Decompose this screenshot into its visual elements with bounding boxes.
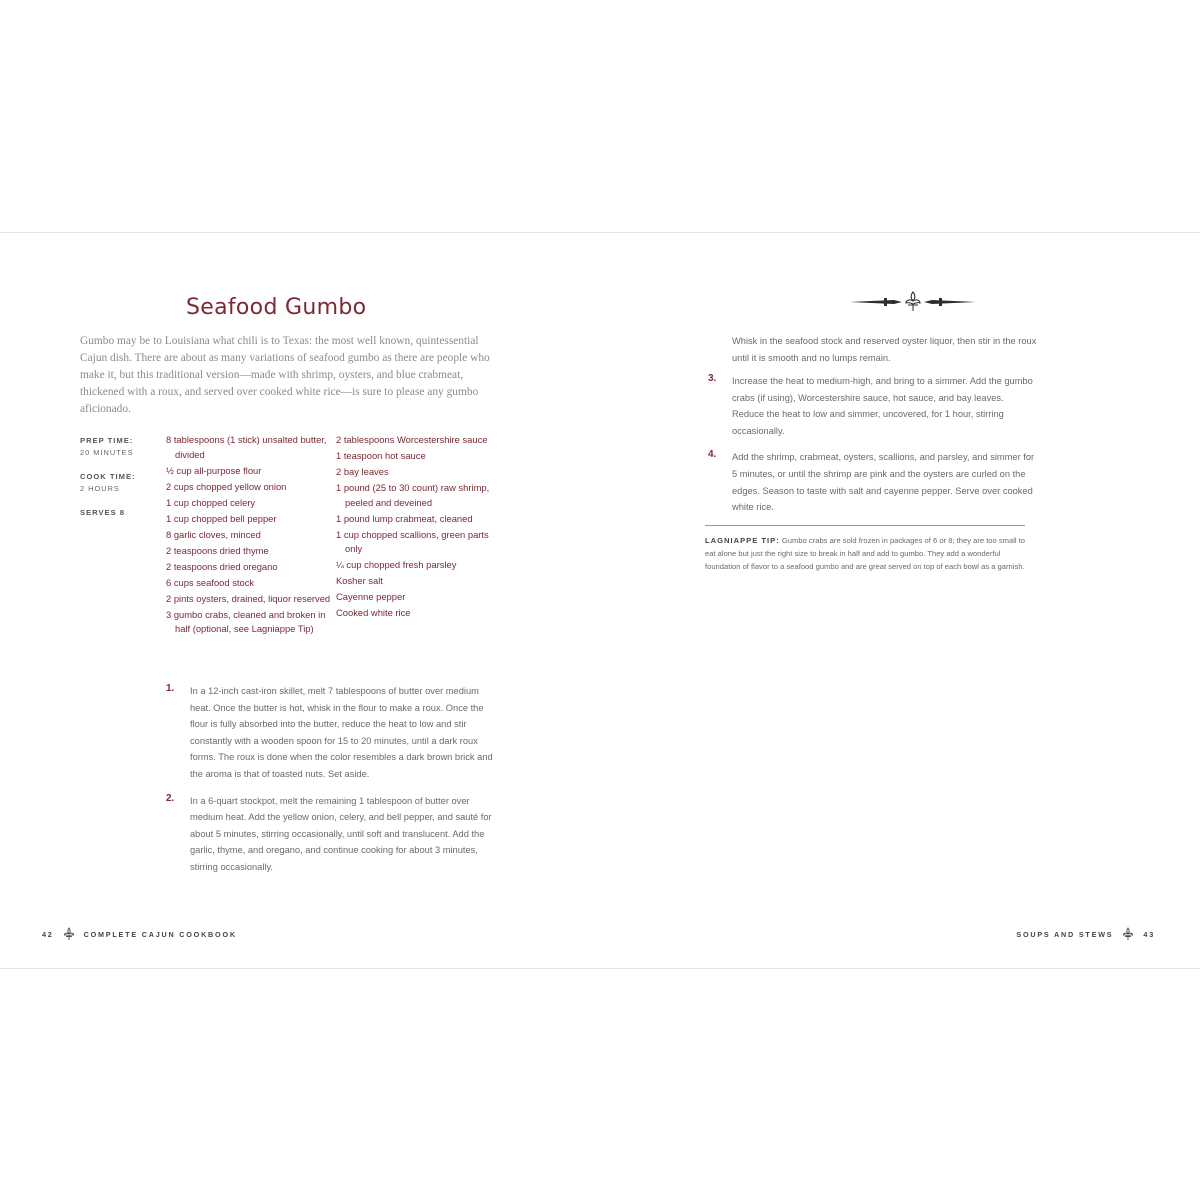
ingredient-item: 1 cup chopped celery <box>166 496 256 508</box>
left-page <box>0 233 600 968</box>
ingredients-column-2 <box>336 433 496 622</box>
ingredient-item: Cayenne pepper <box>336 591 406 602</box>
prep-time <box>80 435 160 459</box>
recipe-title: Seafood Gumbo <box>186 295 367 320</box>
ingredient-item: Cooked white rice <box>336 607 411 618</box>
ingredient-item: 2 teaspoons dried oregano <box>166 560 278 572</box>
ingredient-item: 1 cup chopped scallions, green parts only <box>336 528 489 554</box>
serves-label: SERVES 8 <box>80 508 126 517</box>
fleur-de-lis-ornament-icon <box>850 290 976 314</box>
steps-right <box>708 373 1038 526</box>
ingredient-item: Kosher salt <box>336 575 383 586</box>
tip-text: Gumbo crabs are sold frozen in packages of 6 or 8; they are too small to eat alone but just the right size to break in half and add to gumbo. They add a wonderful foundation of flavor to a seafood gumbo and are great served on top of each bowl as a garnish. <box>705 536 1026 572</box>
ingredient-item: 8 tablespoons (1 stick) unsalted butter, divided <box>166 434 327 460</box>
ingredient-item: 1 pound (25 to 30 count) raw shrimp, peeled and deveined <box>336 482 490 508</box>
ingredient-item: 2 tablespoons Worcestershire sauce <box>336 434 488 445</box>
ingredient-item: ¼ cup chopped fresh parsley <box>336 559 457 570</box>
footer-right <box>1016 927 1155 941</box>
cook-time-label: COOK TIME: <box>80 472 136 481</box>
ingredient-item: 6 cups seafood stock <box>166 576 255 588</box>
ingredient-item: 3 gumbo crabs, cleaned and broken in half (optional, see Lagniappe Tip) <box>166 608 326 634</box>
ingredient-item: 8 garlic cloves, minced <box>166 528 261 540</box>
step-number: 2. <box>166 792 175 804</box>
serves <box>80 507 160 519</box>
fleur-de-lis-icon <box>1121 927 1135 941</box>
ingredient-item: 2 bay leaves <box>336 466 389 477</box>
section-title-footer: SOUPS AND STEWS <box>1016 929 1114 939</box>
ingredient-item: ½ cup all-purpose flour <box>166 464 262 476</box>
tip-label: LAGNIAPPE TIP: <box>705 536 780 545</box>
ingredients-column-1 <box>166 433 331 638</box>
ingredient-item: 2 cups chopped yellow onion <box>166 480 287 492</box>
instruction-step <box>708 449 1038 515</box>
right-page <box>600 233 1200 968</box>
recipe-intro: Gumbo may be to Louisiana what chili is to Texas: the most well known, quintessential Cajun dish. There are about as many variations of seafood gumbo as there are people who make it, but this traditional version—made with shrimp, oysters, and blue crabmeat, thickened with a roux, and served over cooked white rice—is sure to please any gumbo aficionado. <box>80 335 490 415</box>
step-text: Add the shrimp, crabmeat, oysters, scallions, and parsley, and simmer for 5 minutes, or until the shrimp are pink and the oysters are curled on the edges. Season to taste with salt and cayenne pepper. Serve over cooked white rice. <box>732 452 1035 513</box>
steps-left <box>166 683 496 886</box>
instruction-step <box>166 683 496 783</box>
fleur-de-lis-icon <box>62 927 76 941</box>
page-number-left: 42 <box>42 929 54 939</box>
step-number: 1. <box>166 683 175 694</box>
step-text: Increase the heat to medium-high, and bring to a simmer. Add the gumbo crabs (if using), Worcestershire sauce, hot sauce, and bay leaves. Reduce the heat to low and simmer, uncovered, for 1 hour, stirring occasionally. <box>732 376 1033 436</box>
cook-time-value: 2 HOURS <box>80 484 120 493</box>
page-number-right: 43 <box>1143 929 1155 939</box>
ingredient-item: 1 pound lump crabmeat, cleaned <box>336 512 473 524</box>
ingredient-item: 2 pints oysters, drained, liquor reserved <box>166 592 331 604</box>
step-text: In a 6-quart stockpot, melt the remaining 1 tablespoon of butter over medium heat. Add the yellow onion, celery, and bell pepper, and sauté for about 5 minutes, stirring occasionally, until soft and translucent. Add the garlic, thyme, and oregano, and continue cooking for about 3 minutes, stirring occasionally. <box>190 795 492 872</box>
book-spread <box>0 232 1200 969</box>
lagniappe-tip <box>705 534 1035 574</box>
step-number: 3. <box>708 373 717 384</box>
instruction-step <box>166 793 496 876</box>
instruction-step <box>708 373 1038 439</box>
ingredient-item: 1 teaspoon hot sauce <box>336 450 426 461</box>
ingredient-item: 2 teaspoons dried thyme <box>166 544 269 556</box>
footer-left <box>42 927 237 941</box>
step-text: In a 12-inch cast-iron skillet, melt 7 tablespoons of butter over medium heat. Once the butter is hot, whisk in the flour to make a roux. Once the flour is fully absorbed into the butter, reduce the heat to low and stir constantly with a wooden spoon for 15 to 20 minutes, until a dark roux forms. The roux is done when the color resembles a dark brown brick and the aroma is that of toasted nuts. Set aside. <box>190 686 493 779</box>
cook-time <box>80 471 160 495</box>
recipe-meta <box>80 435 160 531</box>
prep-time-value: 20 MINUTES <box>80 448 134 457</box>
step-number: 4. <box>708 449 717 461</box>
step-2-continued: Whisk in the seafood stock and reserved oyster liquor, then stir in the roux until it is smooth and no lumps remain. <box>732 336 1037 363</box>
book-title-footer: COMPLETE CAJUN COOKBOOK <box>83 929 237 939</box>
tip-divider <box>705 525 1025 526</box>
ingredient-item: 1 cup chopped bell pepper <box>166 512 277 524</box>
prep-time-label: PREP TIME: <box>80 436 134 445</box>
